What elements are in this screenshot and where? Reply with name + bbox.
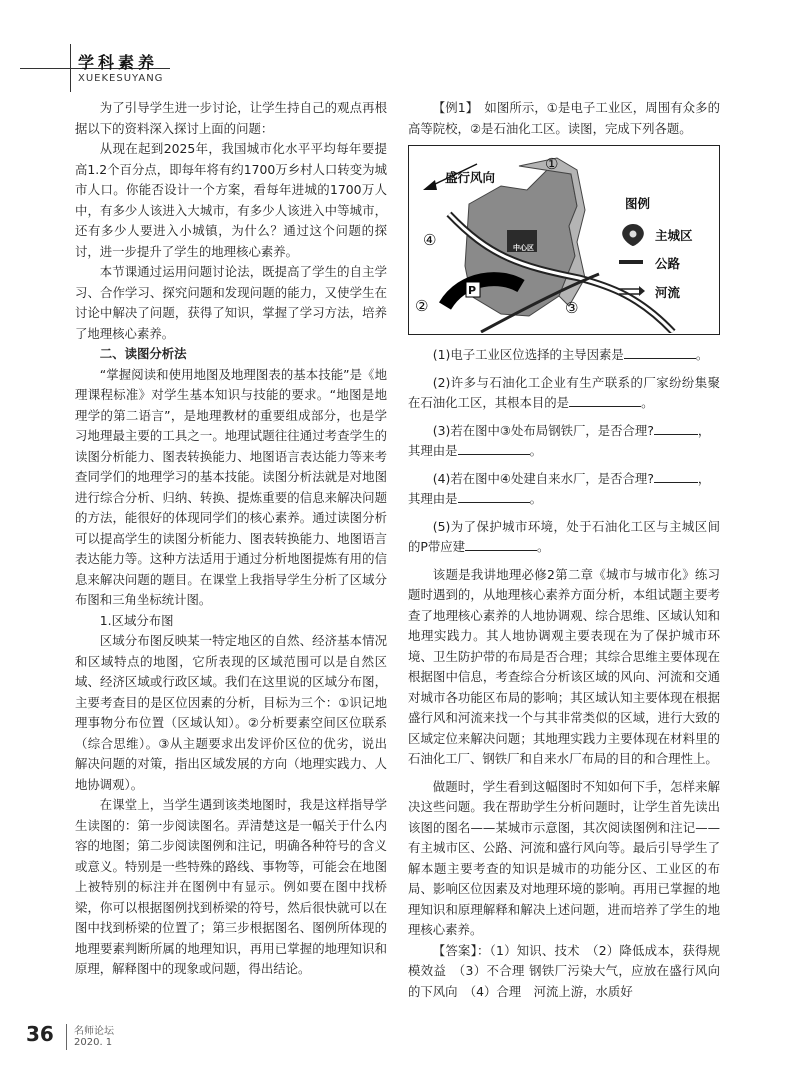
section-title: 学科素养 [78,53,159,72]
footer-divider [66,1024,67,1050]
answer-blank [458,490,530,503]
legend-river: 河流 [655,285,681,300]
answer-blank [654,422,698,435]
answer-blank [654,470,698,483]
paragraph: 区域分布图反映某一特定地区的自然、经济基本情况和区域特点的地图，它所表现的区域范围可以是自然区域、经济区域或行政区域。我们在这里说的区域分布图，主要考查目的是区位因素的分析，目标为三个：①识记地理事物分布位置（区域认知）。②分析要素空间区位联系（综合思维）。③从主题要求出发评价区位的优劣，说出解决问题的对策，指出区域发展的方向（地理实践力、人地协调观）。 [75,633,387,792]
wind-direction-label: 盛行风向 [445,170,496,185]
answer-blank [458,442,530,455]
page-number: 36 [26,1022,54,1046]
question-4-reason: 其理由是 。 [408,491,542,506]
paragraph: 本节课通过运用问题讨论法，既提高了学生的自主学习、合作学习、探究问题和发现问题的能力，又使学生在讨论中解决了问题，获得了知识，掌握了学习方法，培养了地理核心素养。 [75,264,387,341]
question-3-reason: 其理由是 。 [408,443,542,458]
legend-road: 公路 [655,256,681,271]
answer-block: 【答案】：（1）知识、技术 （2）降低成本，获得规模效益 （3）不合理 钢铁厂污染大气，应放在盛行风向的下风向 （4）合理 河流上游，水质好 [408,942,720,999]
answer-blank [465,538,537,551]
answer-blank [624,346,696,359]
question-4: (4)若在图中④处建自来水厂，是否合理? ， [432,470,711,486]
journal-issue: 2020. 1 [74,1037,113,1048]
paragraph: “掌握阅读和使用地图及地理图表的基本技能”是《地理课程标准》对学生基本知识与技能的要求。“地图是地理学的第二语言”，是地理教材的重要组成部分，也是学习地理最主要的工具之一。地理试题往往通过考查学生的读图分析能力、图表转换能力、地图语言表达能力等来考查同学们的地理学习的基本技能。读图分析法就是对地图进行综合分析、归纳、转换、提炼重要的信息来解决问题的方法，能很好的体现同学们的核心素养。通过读图分析可以提高学生的读图分析能力、图表转换能力、地图语言表达能力等。这种方法适用于通过分析地图提炼有用的信息来解决问题的题目。在课堂上我指导学生分析了区域分布图和三角坐标统计图。 [75,366,387,607]
left-column [75,98,387,980]
example-intro: 【例1】 如图所示，①是电子工业区，周围有众多的高等院校，②是石油化工区。读图，完成下列各题。 [408,100,720,136]
question-2: (2)许多与石油化工企业有生产联系的厂家纷纷集聚在石油化工区，其根本目的是 。 [408,374,720,410]
marker-1: ① [545,155,559,173]
journal-name: 名师论坛 [74,1026,114,1037]
question-5: (5)为了保护城市环境，处于石油化工区与主城区间的P带应建 。 [408,518,720,554]
paragraph: 在课堂上，当学生遇到该类地图时，我是这样指导学生读图的：第一步阅读图名。弄清楚这是一幅关于什么内容的地图；第二步阅读图例和注记，明确各种符号的含义或意义。特别是一些特殊的路线、事物等，可能会在地图上被特别的标注并在图例中有显示。例如要在图中找桥梁，你可以根据图例找到桥梁的符号，然后很快就可以在图中找到桥梁的位置了；第三步根据图名、图例所体现的地理要素判断所属的地理知识，再用已掌握的地理知识和原理，解释图中的现象或问题，得出结论。 [75,797,387,976]
legend-title: 图例 [625,196,651,211]
paragraph: 为了引导学生进一步讨论，让学生持自己的观点再根据以下的资料深入探讨上面的问题： [75,100,387,136]
paragraph: 做题时，学生看到这幅图时不知如何下手，怎样来解决这些问题。我在帮助学生分析问题时，让学生首先读出该图的图名——某城市示意图，其次阅读图例和注记——有主城市区、公路、河流和盛行风向等。最后引导学生了解本题主要考查的知识是城市的功能分区、工业区的布局、影响区位因素及对地理环境的影响。再用已掌握的地理知识和原理解释和解决上述问题，进而培养了学生的地理核心素养。 [408,778,720,937]
section-subtitle: XUEKESUYANG [78,73,164,84]
marker-2: ② [415,297,429,315]
p-zone-label: P [468,284,477,297]
section-heading: 二、读图分析法 [99,346,187,361]
city-map [408,145,720,335]
legend-city: 主城区 [655,228,693,243]
paragraph: 从现在起到2025年，我国城市化水平平均每年要提高1.2个百分点，即每年将有约1700万乡村人口转变为城市人口。你能否设计一个方案，看每年进城的1700万人中，有多少人该进入大城市，有多少人该进入中等城市，还有多少人要进入小城镇，为什么？通过这个问题的探讨，进一步提升了学生的地理核心素养。 [75,141,387,259]
sub-heading: 1.区域分布图 [99,612,174,628]
question-1: (1)电子工业区位选择的主导因素是 。 [432,347,709,362]
marker-4: ④ [423,231,437,249]
answer-blank [569,394,641,407]
marker-3: ③ [565,299,579,317]
question-3: (3)若在图中③处布局钢铁厂，是否合理? ， [432,422,711,438]
center-district-label: 中心区 [513,244,534,252]
paragraph: 该题是我讲地理必修2第二章《城市与城市化》练习题时遇到的，从地理核心素养方面分析，本组试题主要考查了地理核心素养的人地协调观、综合思维、区域认知和地理实践力。其人地协调观主要表现在为了保护城市环境、卫生防护带的布局是否合理；其综合思维主要体现在根据图中信息，考查综合分析该区域的风向、河流和交通对城市各功能区布局的影响；其区域认知主要体现在根据盛行风和河流来找一个与其非常类似的区域，进行大致的区域定位来解决问题；其地理实践力主要体现在材料里的石油化工厂、钢铁厂和自来水厂布局的目的和合理性上。 [408,566,720,766]
right-column [408,98,720,1002]
